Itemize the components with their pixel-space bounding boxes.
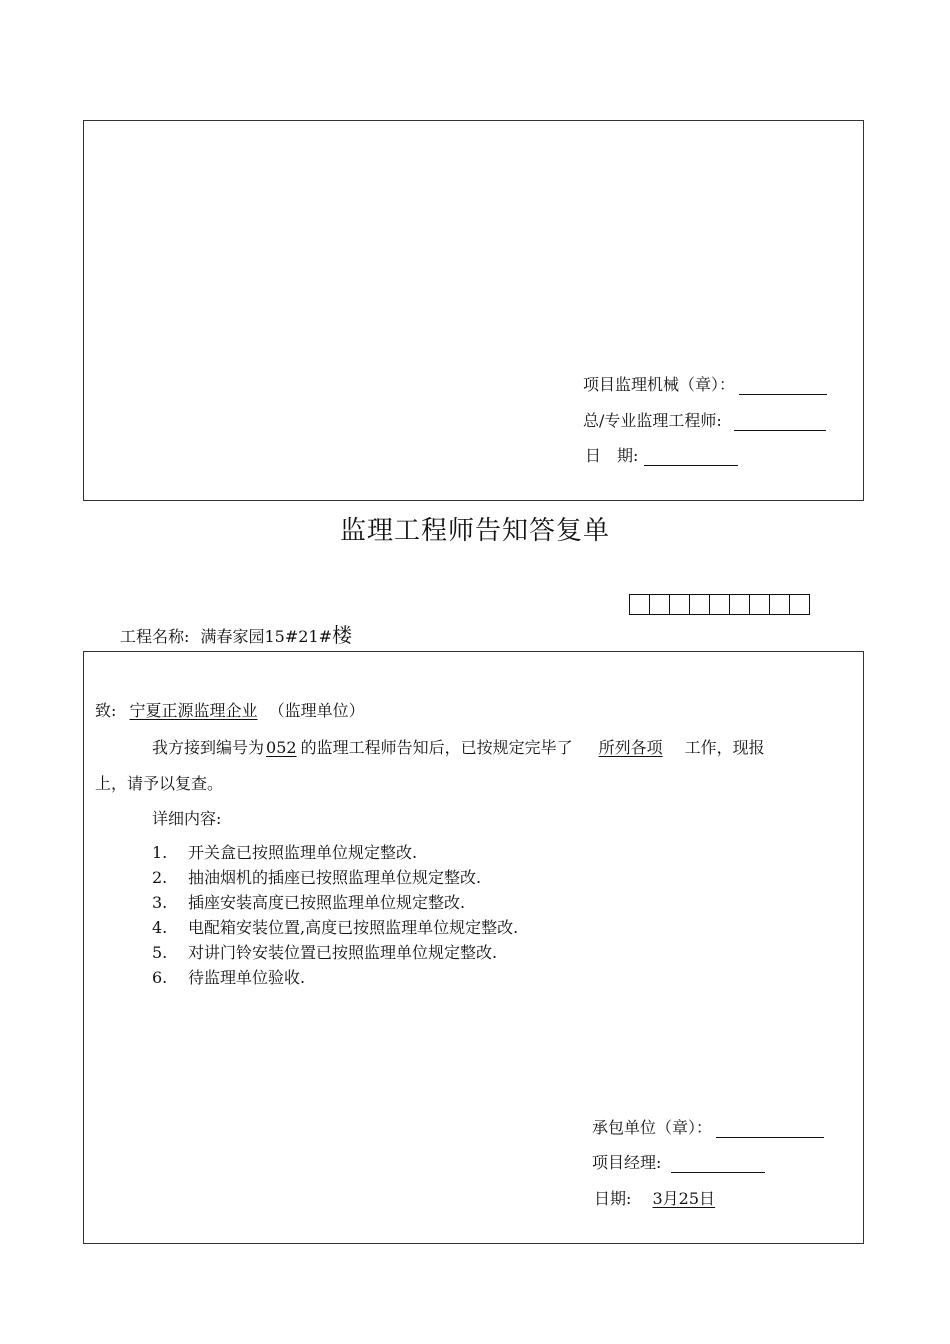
list-item [152,940,497,963]
item-number: 3. [152,893,168,912]
top-section-box [83,120,864,501]
project-label: 工程名称: [120,627,190,646]
engineer-blank[interactable] [734,412,826,431]
form-number-cell[interactable] [769,594,790,615]
list-item [152,865,481,888]
project-suffix: 楼 [332,623,353,647]
reply-date-value: 3月25日 [652,1189,716,1208]
contractor-blank[interactable] [716,1119,824,1138]
item-number: 4. [152,918,168,937]
to-label: 致: [95,701,117,720]
form-number-cell[interactable] [789,594,810,615]
item-number: 1. [152,843,168,862]
reply-date-label: 日期: [594,1189,632,1208]
item-text: 待监理单位验收. [188,968,306,987]
list-item [152,965,305,988]
notice-number: 052 [266,738,297,757]
form-number-cells [630,594,810,615]
reply-date-row [594,1186,757,1209]
form-number-cell[interactable] [669,594,690,615]
item-number: 5. [152,943,168,962]
item-text: 电配箱安装位置,高度已按照监理单位规定整改. [188,918,519,937]
item-text: 开关盒已按照监理单位规定整改. [188,843,418,862]
item-text: 抽油烟机的插座已按照监理单位规定整改. [188,868,482,887]
form-number-cell[interactable] [749,594,770,615]
manager-row [592,1150,765,1173]
to-suffix: （监理单位） [268,701,365,720]
reply-body-line2: 上，请予以复查。 [95,774,224,793]
engineer-row [583,408,826,431]
project-row [120,619,352,648]
form-number-cell[interactable] [729,594,750,615]
form-number-cell[interactable] [689,594,710,615]
item-number: 2. [152,868,168,887]
body-middle: 的监理工程师告知后，已按规定完毕了 [300,738,573,757]
item-number: 6. [152,968,168,987]
top-date-blank[interactable] [644,447,738,466]
reply-body-line1 [152,735,765,758]
list-item [152,915,518,938]
project-name: 满春家园15#21# [200,627,333,646]
contractor-row [592,1115,824,1138]
item-text: 对讲门铃安装位置已按照监理单位规定整改. [188,943,498,962]
contractor-label: 承包单位（章）： [592,1118,713,1137]
seal-row [583,372,827,395]
form-title: 监理工程师告知答复单 [339,516,610,546]
item-text: 插座安装高度已按照监理单位规定整改. [188,893,466,912]
form-number-cell[interactable] [649,594,670,615]
completed-items: 所列各项 [598,738,663,757]
body-prefix: 我方接到编号为 [152,738,265,757]
list-item [152,890,465,913]
list-item [152,840,417,863]
engineer-label: 总/专业监理工程师: [583,411,722,430]
manager-blank[interactable] [671,1154,765,1173]
form-number-cell[interactable] [709,594,730,615]
seal-label: 项目监理机械（章）： [583,375,736,394]
form-number-cell[interactable] [629,594,650,615]
top-date-row [585,443,738,466]
manager-label: 项目经理: [592,1153,662,1172]
seal-blank[interactable] [739,376,827,395]
top-date-label: 日 期: [585,446,639,465]
to-unit: 宁夏正源监理企业 [129,701,258,720]
addressee-row [95,698,365,721]
detail-label: 详细内容: [152,809,222,828]
body-suffix: 工作，现报 [684,738,765,757]
